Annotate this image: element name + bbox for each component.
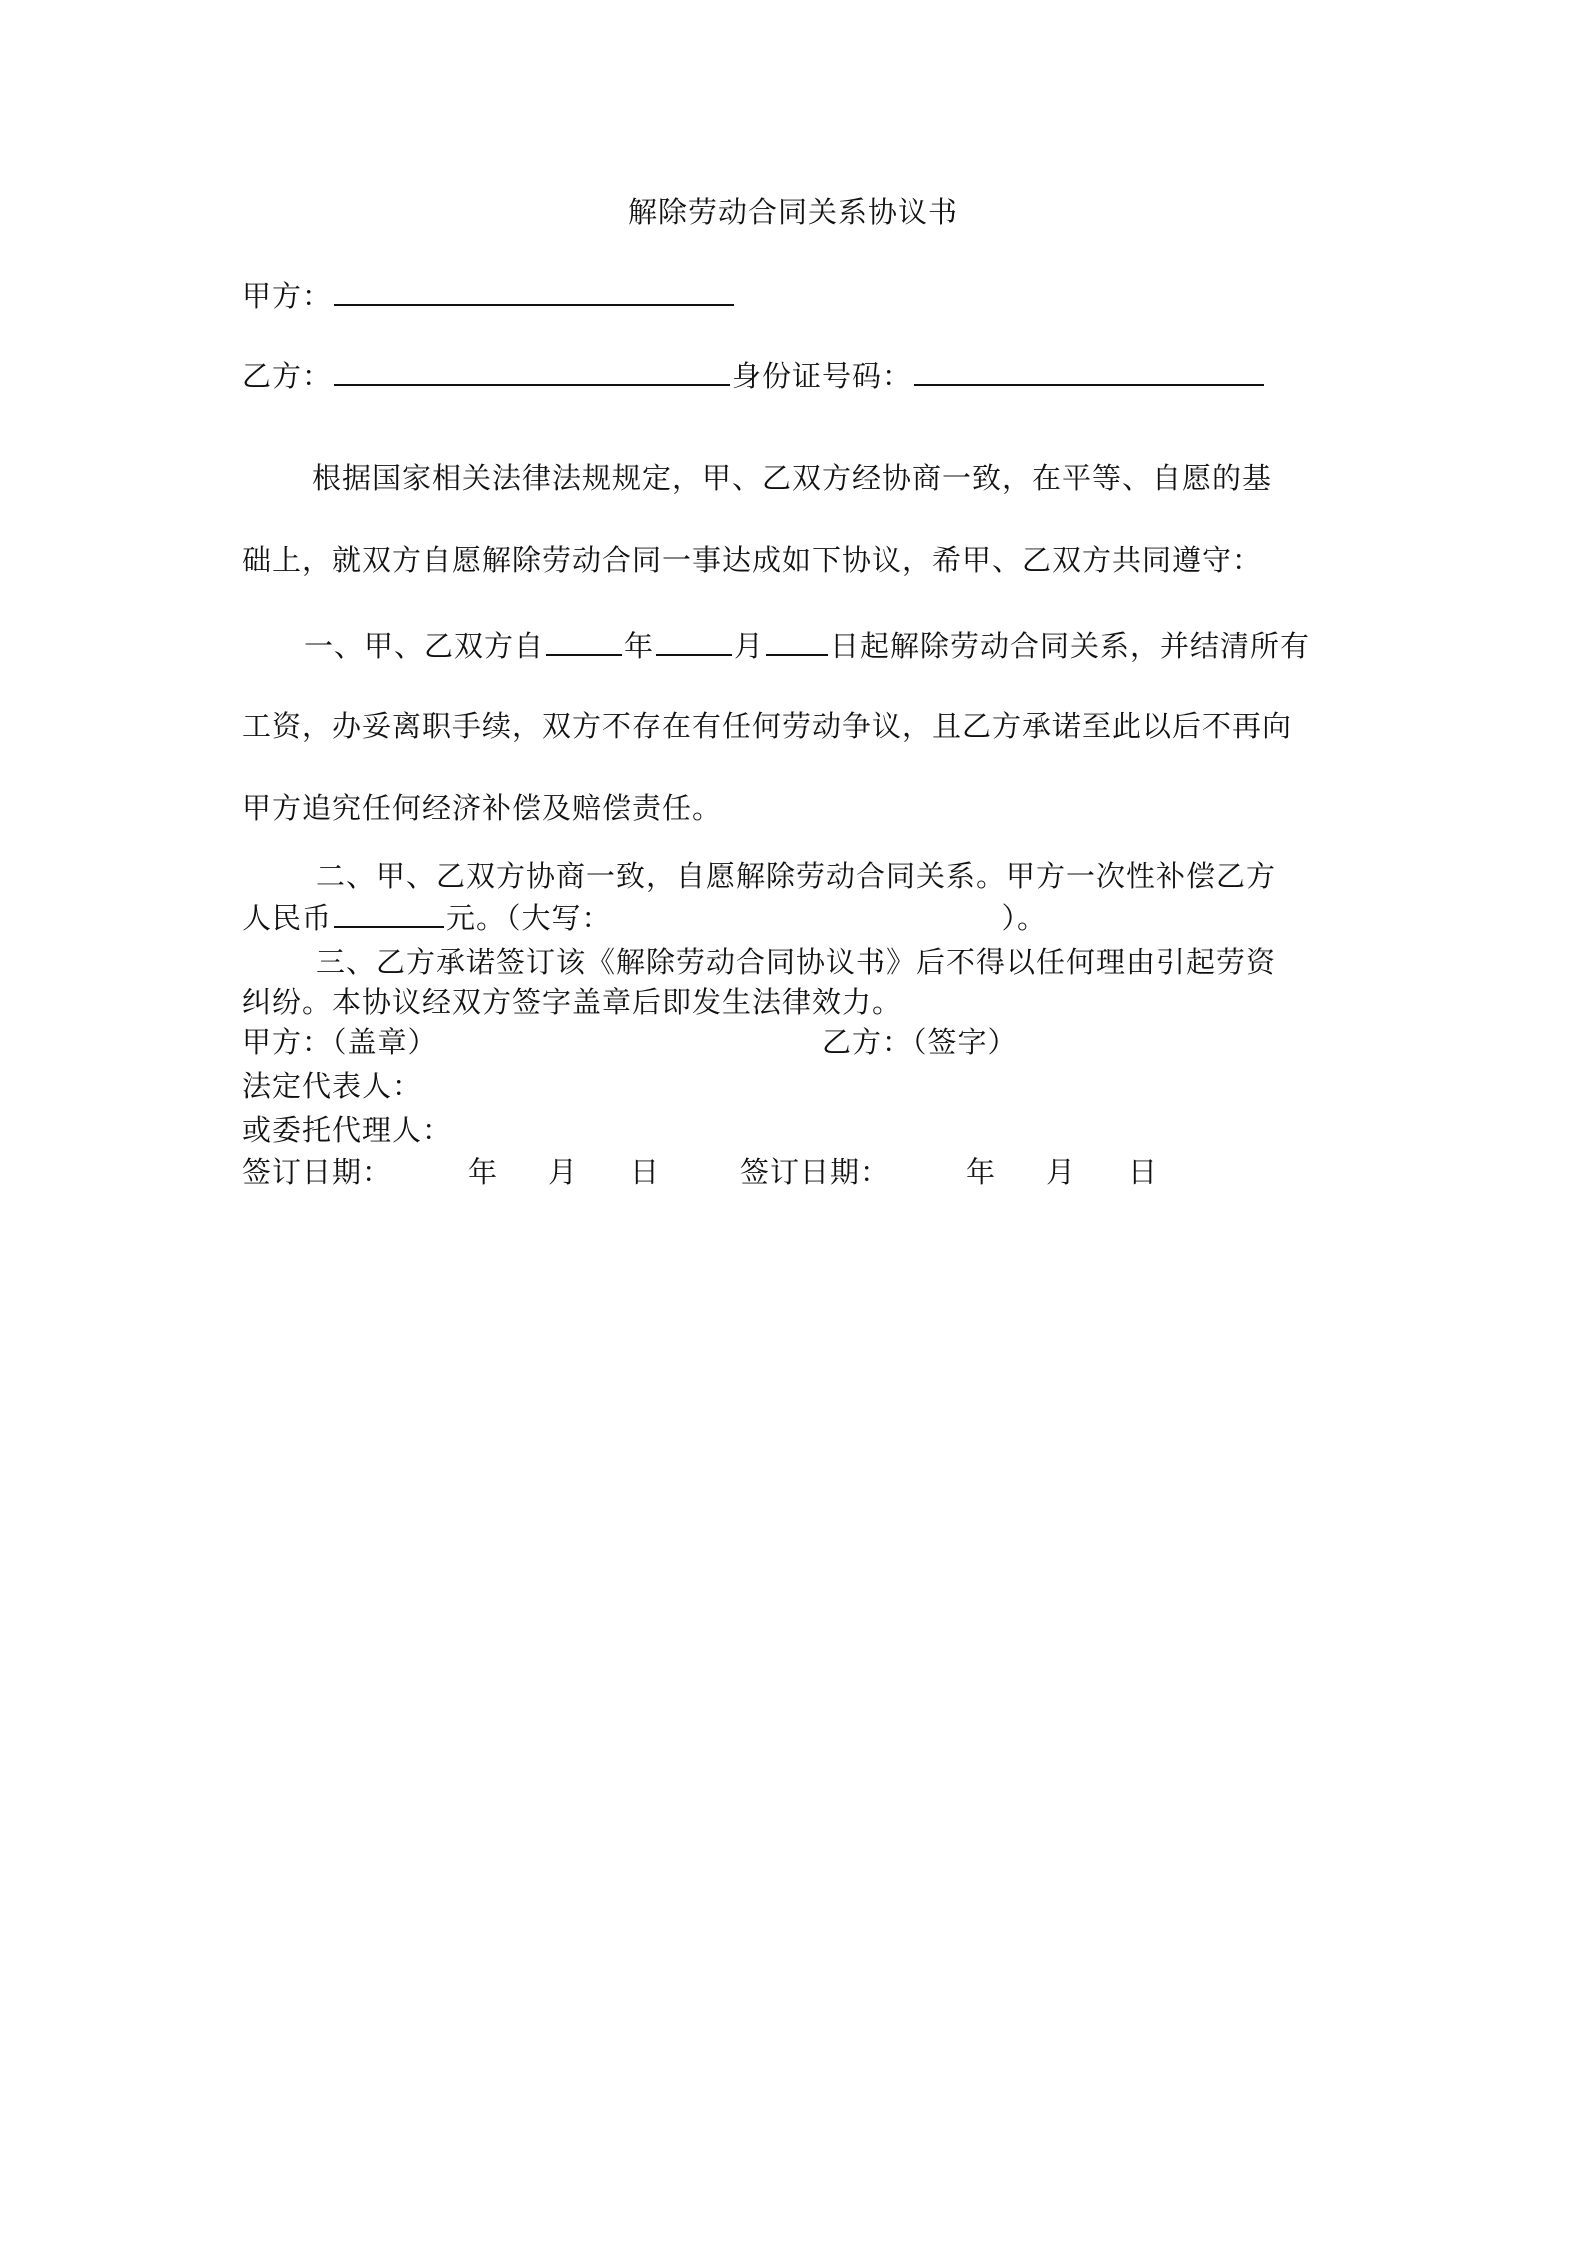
sign-date-a-month: 月	[548, 1155, 579, 1189]
clause-2-line-2	[242, 896, 1047, 938]
clause-1-year-blank[interactable]	[546, 624, 622, 656]
clause-1-line-1	[304, 624, 1310, 666]
amount-blank[interactable]	[334, 896, 444, 928]
clause-2-prefix: 人民币	[242, 901, 333, 935]
party-a-row	[242, 274, 736, 316]
document-title: 解除劳动合同关系协议书	[627, 195, 958, 229]
legal-representative: 法定代表人：	[242, 1069, 423, 1103]
clause-1-month-blank[interactable]	[656, 624, 732, 656]
sign-date-a-label: 签订日期：	[242, 1155, 393, 1189]
clause-2-line-1: 二、甲、乙双方协商一致，自愿解除劳动合同关系。甲方一次性补偿乙方	[316, 859, 1277, 893]
clause-2-mid: 元。（大写：	[446, 901, 612, 935]
sign-date-b-month: 月	[1046, 1155, 1077, 1189]
party-b-blank[interactable]	[334, 354, 730, 386]
clause-1-prefix: 一、甲、乙双方自	[304, 629, 545, 663]
authorized-agent: 或委托代理人：	[242, 1113, 453, 1147]
intro-line-2: 础上，就双方自愿解除劳动合同一事达成如下协议，希甲、乙双方共同遵守：	[242, 543, 1263, 577]
sign-date-b-day: 日	[1128, 1155, 1159, 1189]
party-b-label: 乙方：	[242, 359, 333, 393]
signature-a: 甲方：（盖章）	[242, 1025, 438, 1059]
id-number-label: 身份证号码：	[732, 359, 913, 393]
party-b-row	[242, 354, 1266, 396]
clause-1-day-blank[interactable]	[766, 624, 828, 656]
sign-date-a-day: 日	[630, 1155, 661, 1189]
clause-3-line-1: 三、乙方承诺签订该《解除劳动合同协议书》后不得以任何理由引起劳资	[316, 945, 1277, 979]
clause-1-year-label: 年	[624, 629, 655, 663]
clause-1-line-3: 甲方追究任何经济补偿及赔偿责任。	[242, 791, 723, 825]
sign-date-a-year: 年	[468, 1155, 499, 1189]
signature-b: 乙方：（签字）	[822, 1025, 1018, 1059]
sign-date-b-label: 签订日期：	[740, 1155, 891, 1189]
clause-1-month-label: 月	[734, 629, 765, 663]
clause-1-line-2: 工资，办妥离职手续，双方不存在有任何劳动争议，且乙方承诺至此以后不再向	[242, 709, 1293, 743]
sign-date-b-year: 年	[966, 1155, 997, 1189]
intro-line-1: 根据国家相关法律法规规定，甲、乙双方经协商一致，在平等、自愿的基	[312, 461, 1273, 495]
id-number-blank[interactable]	[914, 354, 1264, 386]
party-a-label: 甲方：	[242, 279, 333, 313]
clause-1-suffix: 日起解除劳动合同关系，并结清所有	[830, 629, 1311, 663]
clause-2-suffix: ）。	[1001, 901, 1048, 935]
clause-3-line-2: 纠纷。本协议经双方签字盖章后即发生法律效力。	[242, 985, 903, 1019]
party-a-blank[interactable]	[334, 274, 734, 306]
